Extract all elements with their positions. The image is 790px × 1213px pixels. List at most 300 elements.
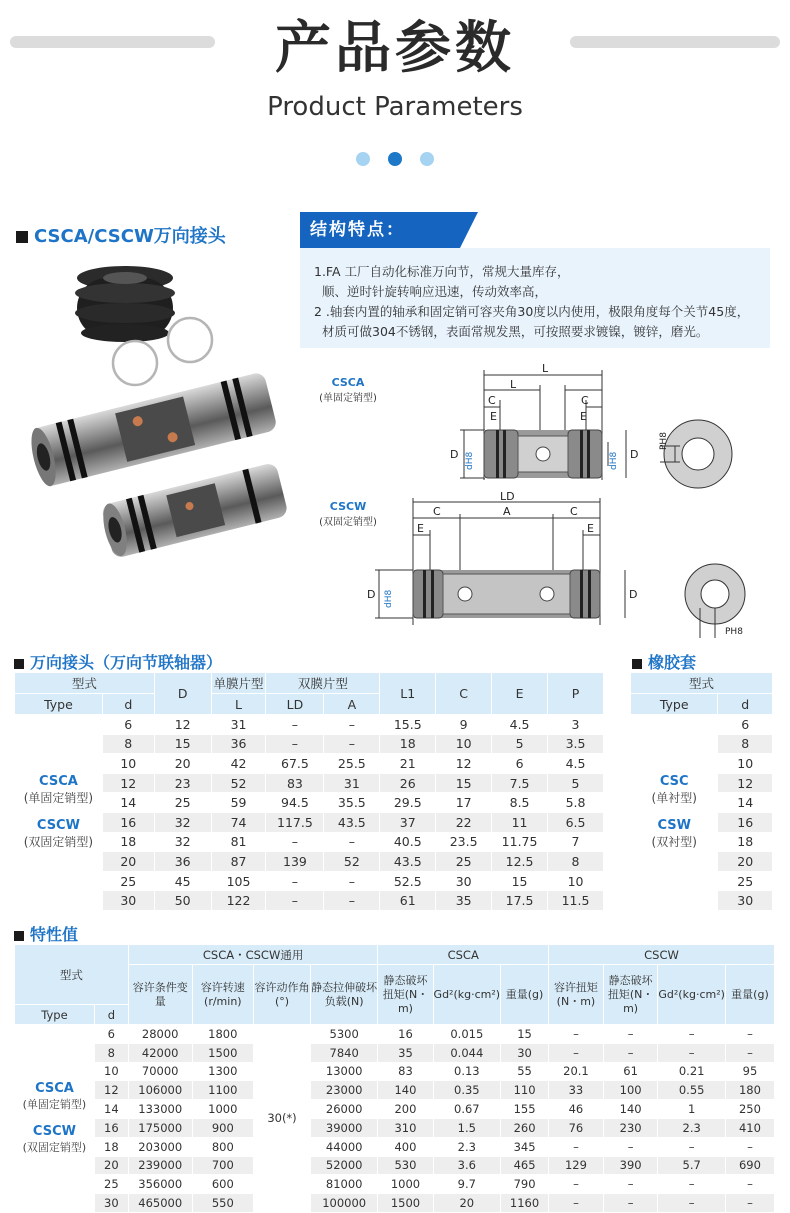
type-csw: CSW [657, 818, 691, 834]
table-cell: – [658, 1137, 726, 1156]
table-cell: 410 [725, 1118, 774, 1137]
table-cell: 0.67 [433, 1100, 501, 1119]
table-cell: 3 [548, 715, 604, 735]
table-cell: 8 [94, 1043, 128, 1062]
type-cscw: CSCW [32, 1124, 76, 1140]
table-cell: 3.6 [433, 1156, 501, 1175]
table-cell: 10 [102, 754, 154, 774]
type-csca: CSCA [39, 774, 78, 790]
table-cell: 55 [501, 1062, 549, 1081]
table-cell: 8 [718, 734, 773, 754]
table-cell: 30 [718, 891, 773, 911]
product-photo [20, 258, 300, 578]
table-cell: 28000 [128, 1025, 192, 1044]
table-cell: 8 [102, 734, 154, 754]
table-cell: 15 [501, 1025, 549, 1044]
carousel-dot-3[interactable] [420, 152, 434, 166]
page-subtitle: Product Parameters [267, 92, 523, 122]
table-cell: 200 [378, 1100, 433, 1119]
table-cell: 43.5 [380, 852, 436, 872]
table-cell: 4.5 [492, 715, 548, 735]
header-col: 容许动作角(°) [254, 965, 311, 1025]
header-L1: L1 [380, 673, 436, 715]
svg-text:E: E [587, 522, 594, 535]
table-cell: 20 [718, 852, 773, 872]
header-D: D [154, 673, 211, 715]
table-cell: – [658, 1025, 726, 1044]
table-cell: 900 [192, 1118, 253, 1137]
table-cell: 1 [658, 1100, 726, 1119]
table-cell: 17.5 [492, 891, 548, 911]
svg-text:D: D [450, 448, 459, 461]
table-cell: 133000 [128, 1100, 192, 1119]
table-cell: 5.7 [658, 1156, 726, 1175]
table-cell: 15 [436, 773, 492, 793]
square-bullet-icon [632, 659, 642, 669]
table-cell: – [603, 1137, 658, 1156]
table-cell: 95 [725, 1062, 774, 1081]
type-csca: CSCA [35, 1081, 74, 1097]
table-cell: 36 [211, 734, 266, 754]
table-cell: 700 [192, 1156, 253, 1175]
type-csca-sub: (单固定销型) [23, 791, 94, 806]
table-cell: 13000 [310, 1062, 377, 1081]
header-L: L [211, 694, 266, 715]
table-cell: 550 [192, 1194, 253, 1213]
csca-end-view-icon [660, 420, 732, 488]
table-cell: – [266, 734, 324, 754]
square-bullet-icon [14, 931, 24, 941]
header-A: A [324, 694, 380, 715]
cscw-drawing-label: CSCW (双固定销型) [319, 500, 377, 528]
type-csca-sub: (单固定销型) [22, 1098, 87, 1112]
table-cell: 16 [94, 1118, 128, 1137]
table-cell: 180 [725, 1081, 774, 1100]
table-cell: 0.21 [658, 1062, 726, 1081]
table-cell: 0.015 [433, 1025, 501, 1044]
table-cell: 9.7 [433, 1175, 501, 1194]
table-cell: 600 [192, 1175, 253, 1194]
header-col: 容许条件变量 [128, 965, 192, 1025]
table-cell: 70000 [128, 1062, 192, 1081]
table-cell: – [725, 1043, 774, 1062]
table-cell: 17 [436, 793, 492, 813]
table-cell: 15.5 [380, 715, 436, 735]
table-cell: 122 [211, 891, 266, 911]
table-cell: 87 [211, 852, 266, 872]
csca-drawing-label: CSCA (单固定销型) [319, 376, 377, 404]
header-col: 静态破坏扭矩(N・m) [603, 965, 658, 1025]
table-cell: 800 [192, 1137, 253, 1156]
table-cell: 12 [718, 773, 773, 793]
header-spacer [775, 1005, 776, 1025]
characteristics-table [14, 944, 776, 1213]
table-cell: 74 [211, 812, 266, 832]
table-cell: 46 [549, 1100, 604, 1119]
table-cell: – [549, 1137, 604, 1156]
table-cell: 23000 [310, 1081, 377, 1100]
table-cell: 465000 [128, 1194, 192, 1213]
table-cell: 30 [436, 871, 492, 891]
table-cell: 30 [94, 1194, 128, 1213]
table-cell: 25 [102, 871, 154, 891]
table-cell: 25.5 [324, 754, 380, 774]
table-cell: 59 [211, 793, 266, 813]
svg-text:L: L [510, 378, 517, 391]
header-type: 型式 [15, 673, 155, 694]
table-cell: 20 [94, 1156, 128, 1175]
header-type-en: Type [631, 694, 718, 715]
table-cell: 5.8 [548, 793, 604, 813]
table-cell: 1300 [192, 1062, 253, 1081]
table-cell: 16 [378, 1025, 433, 1044]
table-cell: 33 [549, 1081, 604, 1100]
table-cell: 52 [324, 852, 380, 872]
svg-text:C: C [488, 394, 496, 407]
type-csc-sub: (单衬型) [651, 791, 697, 806]
svg-text:dH8: dH8 [465, 451, 475, 470]
table-cell: 14 [718, 793, 773, 813]
table-cell: 2.3 [433, 1137, 501, 1156]
table-cell: 530 [378, 1156, 433, 1175]
table-cell: 12 [94, 1081, 128, 1100]
table-row [15, 1137, 776, 1156]
table-cell: 29.5 [380, 793, 436, 813]
header-LD: LD [266, 694, 324, 715]
table-cell: 250 [725, 1100, 774, 1119]
svg-text:E: E [580, 410, 587, 423]
table-cell: 15 [154, 734, 211, 754]
header-P: P [548, 673, 604, 715]
table-cell: 0.35 [433, 1081, 501, 1100]
table-cell: 7840 [310, 1043, 377, 1062]
features-box [300, 248, 770, 348]
header-d: d [94, 1005, 128, 1025]
table-cell: 1000 [378, 1175, 433, 1194]
table-cell: 139 [266, 852, 324, 872]
table-cell: 5 [492, 734, 548, 754]
table-cell: – [658, 1043, 726, 1062]
type-cell [15, 715, 103, 911]
header-col: 重量(g) [501, 965, 549, 1025]
header-type: 型式 [15, 945, 129, 1005]
type-csw-sub: (双衬型) [651, 835, 697, 850]
table-cell: – [324, 871, 380, 891]
table-cell: 23 [154, 773, 211, 793]
joint-small-icon [99, 462, 289, 559]
table-cell: 1100 [192, 1081, 253, 1100]
table-cell: 11.5 [548, 891, 604, 911]
table-cell: 1000 [192, 1100, 253, 1119]
svg-text:D: D [367, 588, 376, 601]
table-cell: – [324, 891, 380, 911]
table-cell: 345 [501, 1137, 549, 1156]
table-cell: 390 [603, 1156, 658, 1175]
table-cell: 6 [102, 715, 154, 735]
header-d: d [102, 694, 154, 715]
type-csc: CSC [659, 774, 689, 790]
table-cell: 140 [603, 1100, 658, 1119]
table-row [15, 715, 604, 735]
table-cell: 40.5 [380, 832, 436, 852]
page-title: 产品参数 [275, 16, 515, 81]
table-cell: 129 [549, 1156, 604, 1175]
svg-text:A: A [503, 505, 511, 518]
header-d: d [718, 694, 773, 715]
table-cell: 11 [492, 812, 548, 832]
table-cell: – [324, 715, 380, 735]
table-cell: 81 [211, 832, 266, 852]
table-cell: 16 [718, 812, 773, 832]
header-type-en: Type [15, 1005, 95, 1025]
table-cell: 6.5 [548, 812, 604, 832]
table-cell: 239000 [128, 1156, 192, 1175]
header-col: 静态破坏扭矩(N・m) [378, 965, 433, 1025]
table-row [15, 1025, 776, 1044]
table-cell: – [549, 1025, 604, 1044]
table-cell: 465 [501, 1156, 549, 1175]
header-C: C [436, 673, 492, 715]
table-row [15, 734, 604, 754]
table-cell: – [266, 891, 324, 911]
svg-text:C: C [433, 505, 441, 518]
table-cell: 35.5 [324, 793, 380, 813]
table-cell: 1500 [378, 1194, 433, 1213]
table-cell: 7 [548, 832, 604, 852]
svg-text:dH8: dH8 [609, 451, 619, 470]
cscw-body-icon [413, 570, 600, 618]
header-type: 型式 [631, 673, 773, 694]
table-row [15, 1118, 776, 1137]
table-cell: – [658, 1194, 726, 1213]
table-cell: 52000 [310, 1156, 377, 1175]
csca-drawing [380, 360, 760, 500]
table-cell: 20 [102, 852, 154, 872]
table1-heading: 万向接头（万向节联轴器） [14, 650, 222, 673]
table-row [15, 891, 604, 911]
header-col: 重量(g) [725, 965, 774, 1025]
table-cell: 203000 [128, 1137, 192, 1156]
table-cell: 83 [378, 1062, 433, 1081]
table-cell: 18 [102, 832, 154, 852]
angle-cell: 30(*) [254, 1025, 311, 1213]
table-cell: 5300 [310, 1025, 377, 1044]
product-name-heading [16, 222, 226, 248]
table-row [15, 812, 604, 832]
table-cell: 42 [211, 754, 266, 774]
header-col: 容许扭矩(N・m) [549, 965, 604, 1025]
table-cell: 50 [154, 891, 211, 911]
table-cell: 155 [501, 1100, 549, 1119]
table-cell: 10 [548, 871, 604, 891]
table-cell: 35 [378, 1043, 433, 1062]
svg-text:D: D [630, 448, 639, 461]
table-cell: 31 [211, 715, 266, 735]
table-cell: 356000 [128, 1175, 192, 1194]
header-E: E [492, 673, 548, 715]
table-cell: 260 [501, 1118, 549, 1137]
table-cell: 26 [380, 773, 436, 793]
table-cell: 10 [718, 754, 773, 774]
table-cell: 67.5 [266, 754, 324, 774]
table-cell: 6 [718, 715, 773, 735]
table-cell: 52 [211, 773, 266, 793]
type-cscw: CSCW [36, 818, 80, 834]
table-cell: 22 [436, 812, 492, 832]
header-csca: CSCA [378, 945, 549, 965]
table-cell: 0.044 [433, 1043, 501, 1062]
table-cell: 32 [154, 832, 211, 852]
header-col: Gd²(kg·cm²) [433, 965, 501, 1025]
header-single: 单膜片型 [211, 673, 266, 694]
table-cell: 117.5 [266, 812, 324, 832]
table-row [15, 754, 604, 774]
table-cell: – [324, 734, 380, 754]
table-cell: 36 [154, 852, 211, 872]
csca-body-icon [484, 430, 602, 478]
header-cscw: CSCW [549, 945, 775, 965]
table-cell: 30 [102, 891, 154, 911]
table-cell: 0.55 [658, 1081, 726, 1100]
table-cell: 61 [380, 891, 436, 911]
table-cell: 25 [154, 793, 211, 813]
table-cell: 37 [380, 812, 436, 832]
table-cell: 35 [436, 891, 492, 911]
table-cell: 5 [548, 773, 604, 793]
table-cell: 61 [603, 1062, 658, 1081]
table-cell: – [266, 715, 324, 735]
table-cell: 21 [380, 754, 436, 774]
table-cell: 1160 [501, 1194, 549, 1213]
table-cell: 4.5 [548, 754, 604, 774]
svg-text:C: C [581, 394, 589, 407]
table3-heading: 特性值 [14, 922, 78, 945]
carousel-dot-1[interactable] [356, 152, 370, 166]
header-col: 容许转速(r/min) [192, 965, 253, 1025]
feature-line-3: 2 .轴套内置的轴承和固定销可容夹角30度以内使用，极限角度每个关节45度， [314, 304, 750, 319]
table-cell: 2.3 [658, 1118, 726, 1137]
table-row [15, 832, 604, 852]
header-double: 双膜片型 [266, 673, 380, 694]
table-row [15, 1156, 776, 1175]
table-cell: – [549, 1194, 604, 1213]
table-cell: 16 [102, 812, 154, 832]
table-cell: 12 [154, 715, 211, 735]
table-cell: 1.5 [433, 1118, 501, 1137]
table-cell: 6 [94, 1025, 128, 1044]
cscw-drawing [355, 490, 760, 640]
table-cell: 106000 [128, 1081, 192, 1100]
table-cell: 83 [266, 773, 324, 793]
table-cell: 8 [548, 852, 604, 872]
table-cell: 20 [154, 754, 211, 774]
table-cell: 100000 [310, 1194, 377, 1213]
table-cell: – [603, 1043, 658, 1062]
table-cell: – [725, 1175, 774, 1194]
joint-dimension-table [14, 672, 604, 911]
table-cell: 12 [436, 754, 492, 774]
rubber-boot-table [630, 672, 773, 911]
feature-line-1: 1.FA 工厂自动化标准万向节，常规大量库存， [314, 264, 570, 279]
table-row [15, 1194, 776, 1213]
table-cell: 10 [436, 734, 492, 754]
table-cell: 140 [378, 1081, 433, 1100]
table-cell: – [549, 1043, 604, 1062]
table-cell: 12.5 [492, 852, 548, 872]
table-cell: 76 [549, 1118, 604, 1137]
table-cell: 32 [154, 812, 211, 832]
type-cscw-sub: (双固定销型) [22, 1141, 87, 1155]
table-cell: 9 [436, 715, 492, 735]
table-cell: 1800 [192, 1025, 253, 1044]
table-cell: – [725, 1137, 774, 1156]
table-cell: 14 [102, 793, 154, 813]
feature-line-4: 材质可做304不锈钢，表面常规发黑，可按照要求镀镍，镀锌，磨光。 [322, 324, 709, 339]
table-cell: 20.1 [549, 1062, 604, 1081]
table-cell: – [603, 1025, 658, 1044]
table-cell: 690 [725, 1156, 774, 1175]
carousel-dot-2[interactable] [388, 152, 402, 166]
table-cell: 100 [603, 1081, 658, 1100]
svg-text:PH8: PH8 [659, 432, 669, 450]
header-col: 静态拉伸破坏负载(N) [310, 965, 377, 1025]
ring-icon-2 [113, 341, 157, 385]
table-cell: 3.5 [548, 734, 604, 754]
svg-text:L: L [542, 362, 549, 375]
table-cell: 44000 [310, 1137, 377, 1156]
table-cell: 43.5 [324, 812, 380, 832]
table-cell: – [266, 832, 324, 852]
table-cell: 25 [436, 852, 492, 872]
table-row [15, 852, 604, 872]
header-col: Gd²(kg·cm²) [658, 965, 726, 1025]
svg-text:LD: LD [500, 490, 515, 503]
table-cell: 400 [378, 1137, 433, 1156]
table-cell: 39000 [310, 1118, 377, 1137]
svg-text:dH8: dH8 [384, 589, 394, 608]
header-common: CSCA・CSCW通用 [128, 945, 378, 965]
table-cell: 10 [94, 1062, 128, 1081]
type-cscw-sub: (双固定销型) [23, 835, 94, 850]
table-row [15, 871, 604, 891]
table-row [15, 793, 604, 813]
table-row [15, 1175, 776, 1194]
table-cell: 11.75 [492, 832, 548, 852]
table-cell: 94.5 [266, 793, 324, 813]
table-cell: – [658, 1175, 726, 1194]
square-bullet-icon [14, 659, 24, 669]
table-cell: 7.5 [492, 773, 548, 793]
feature-line-2: 顺、逆时针旋转响应迅速，传动效率高， [322, 284, 548, 299]
table-cell: 18 [718, 832, 773, 852]
table2-heading: 橡胶套 [632, 650, 696, 673]
svg-text:E: E [417, 522, 424, 535]
table-row [15, 773, 604, 793]
table-cell: 105 [211, 871, 266, 891]
table-cell: 25 [718, 871, 773, 891]
table-cell: – [603, 1175, 658, 1194]
table-cell: – [603, 1194, 658, 1213]
table-cell: – [324, 832, 380, 852]
svg-text:E: E [490, 410, 497, 423]
ring-icon [168, 318, 212, 362]
table-row [15, 1062, 776, 1081]
table-cell: 12 [102, 773, 154, 793]
table-cell: 14 [94, 1100, 128, 1119]
table-cell: 18 [94, 1137, 128, 1156]
table-cell: 310 [378, 1118, 433, 1137]
table-cell: 45 [154, 871, 211, 891]
